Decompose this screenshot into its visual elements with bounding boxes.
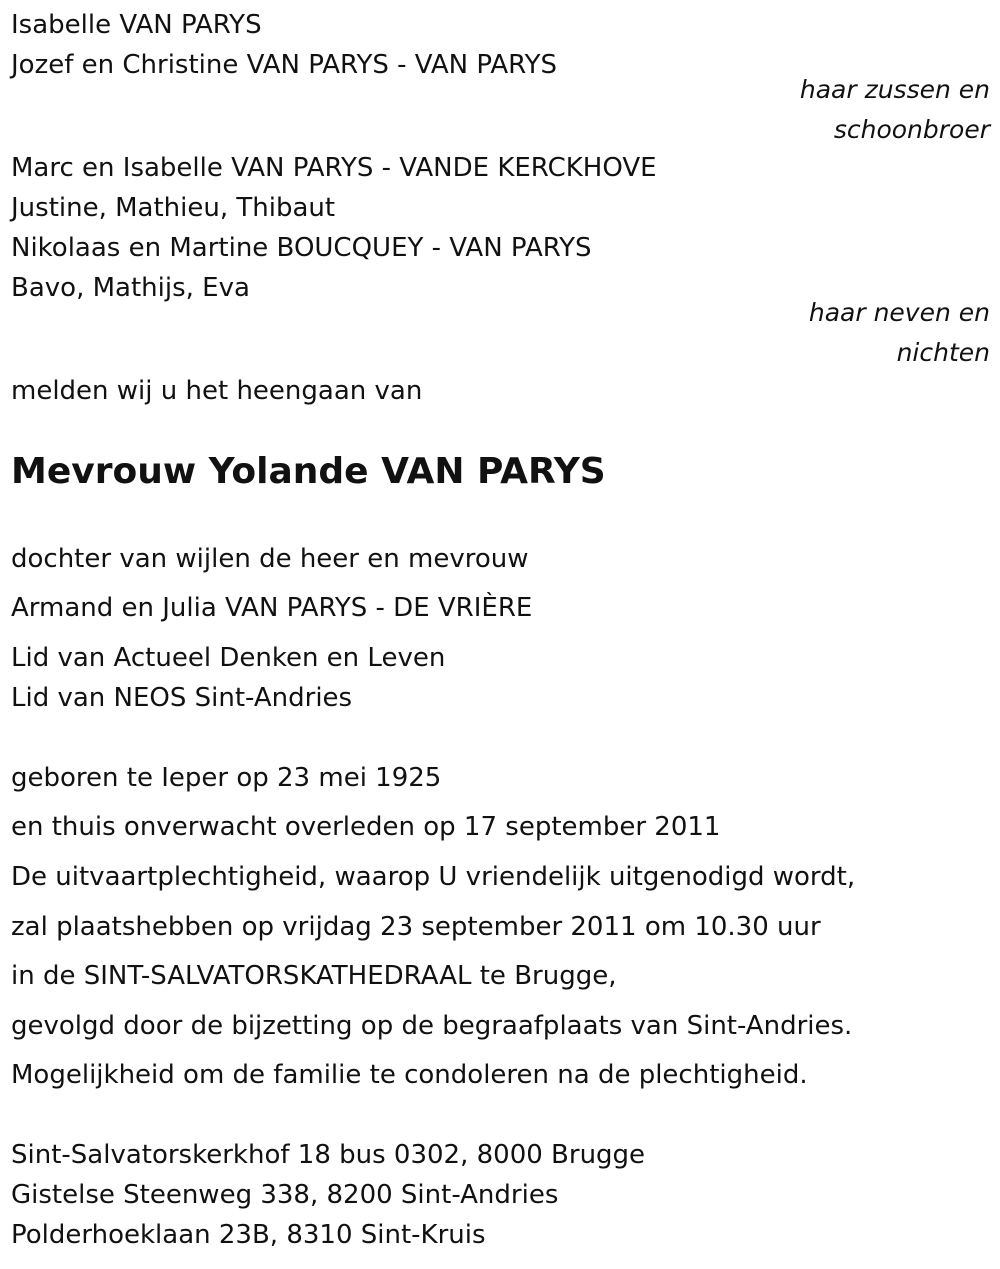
address-line: Sint-Salvatorskerkhof 18 bus 0302, 8000 Brugge xyxy=(11,1140,646,1170)
detail-line: Mogelijkheid om de familie te condoleren na de plechtigheid. xyxy=(11,1060,808,1090)
parents-line: Armand en Julia VAN PARYS - DE VRIÈRE xyxy=(11,593,533,623)
deceased-name: Mevrouw Yolande VAN PARYS xyxy=(11,451,606,492)
address-line: Gistelse Steenweg 338, 8200 Sint-Andries xyxy=(11,1180,559,1210)
detail-line: in de SINT-SALVATORSKATHEDRAAL te Brugge, xyxy=(11,961,617,991)
membership-line: Lid van Actueel Denken en Leven xyxy=(11,643,446,673)
detail-line: en thuis onverwacht overleden op 17 september 2011 xyxy=(11,812,721,842)
nephews-role xyxy=(809,293,990,373)
family-line-nephew: Bavo, Mathijs, Eva xyxy=(11,273,250,303)
detail-line: geboren te Ieper op 23 mei 1925 xyxy=(11,763,442,793)
membership-line: Lid van NEOS Sint-Andries xyxy=(11,683,353,713)
role-line: haar zussen en xyxy=(799,75,990,104)
announcement-text: melden wij u het heengaan van xyxy=(11,376,423,406)
family-line-sister: Jozef en Christine VAN PARYS - VAN PARYS xyxy=(11,50,557,80)
parents-line: dochter van wijlen de heer en mevrouw xyxy=(11,544,529,574)
family-line-nephew: Justine, Mathieu, Thibaut xyxy=(11,193,336,223)
address-line: Polderhoeklaan 23B, 8310 Sint-Kruis xyxy=(11,1220,486,1250)
detail-line: zal plaatshebben op vrijdag 23 september 2011 om 10.30 uur xyxy=(11,912,821,942)
role-line: haar neven en xyxy=(808,298,990,327)
role-line: schoonbroer xyxy=(833,115,990,144)
sisters-role xyxy=(800,70,990,150)
detail-line: gevolgd door de bijzetting op de begraafplaats van Sint-Andries. xyxy=(11,1011,853,1041)
detail-line: De uitvaartplechtigheid, waarop U vriendelijk uitgenodigd wordt, xyxy=(11,862,856,892)
family-line-nephew: Marc en Isabelle VAN PARYS - VANDE KERCKHOVE xyxy=(11,153,657,183)
role-line: nichten xyxy=(896,338,990,367)
family-line-sister: Isabelle VAN PARYS xyxy=(11,10,262,40)
family-line-nephew: Nikolaas en Martine BOUCQUEY - VAN PARYS xyxy=(11,233,592,263)
